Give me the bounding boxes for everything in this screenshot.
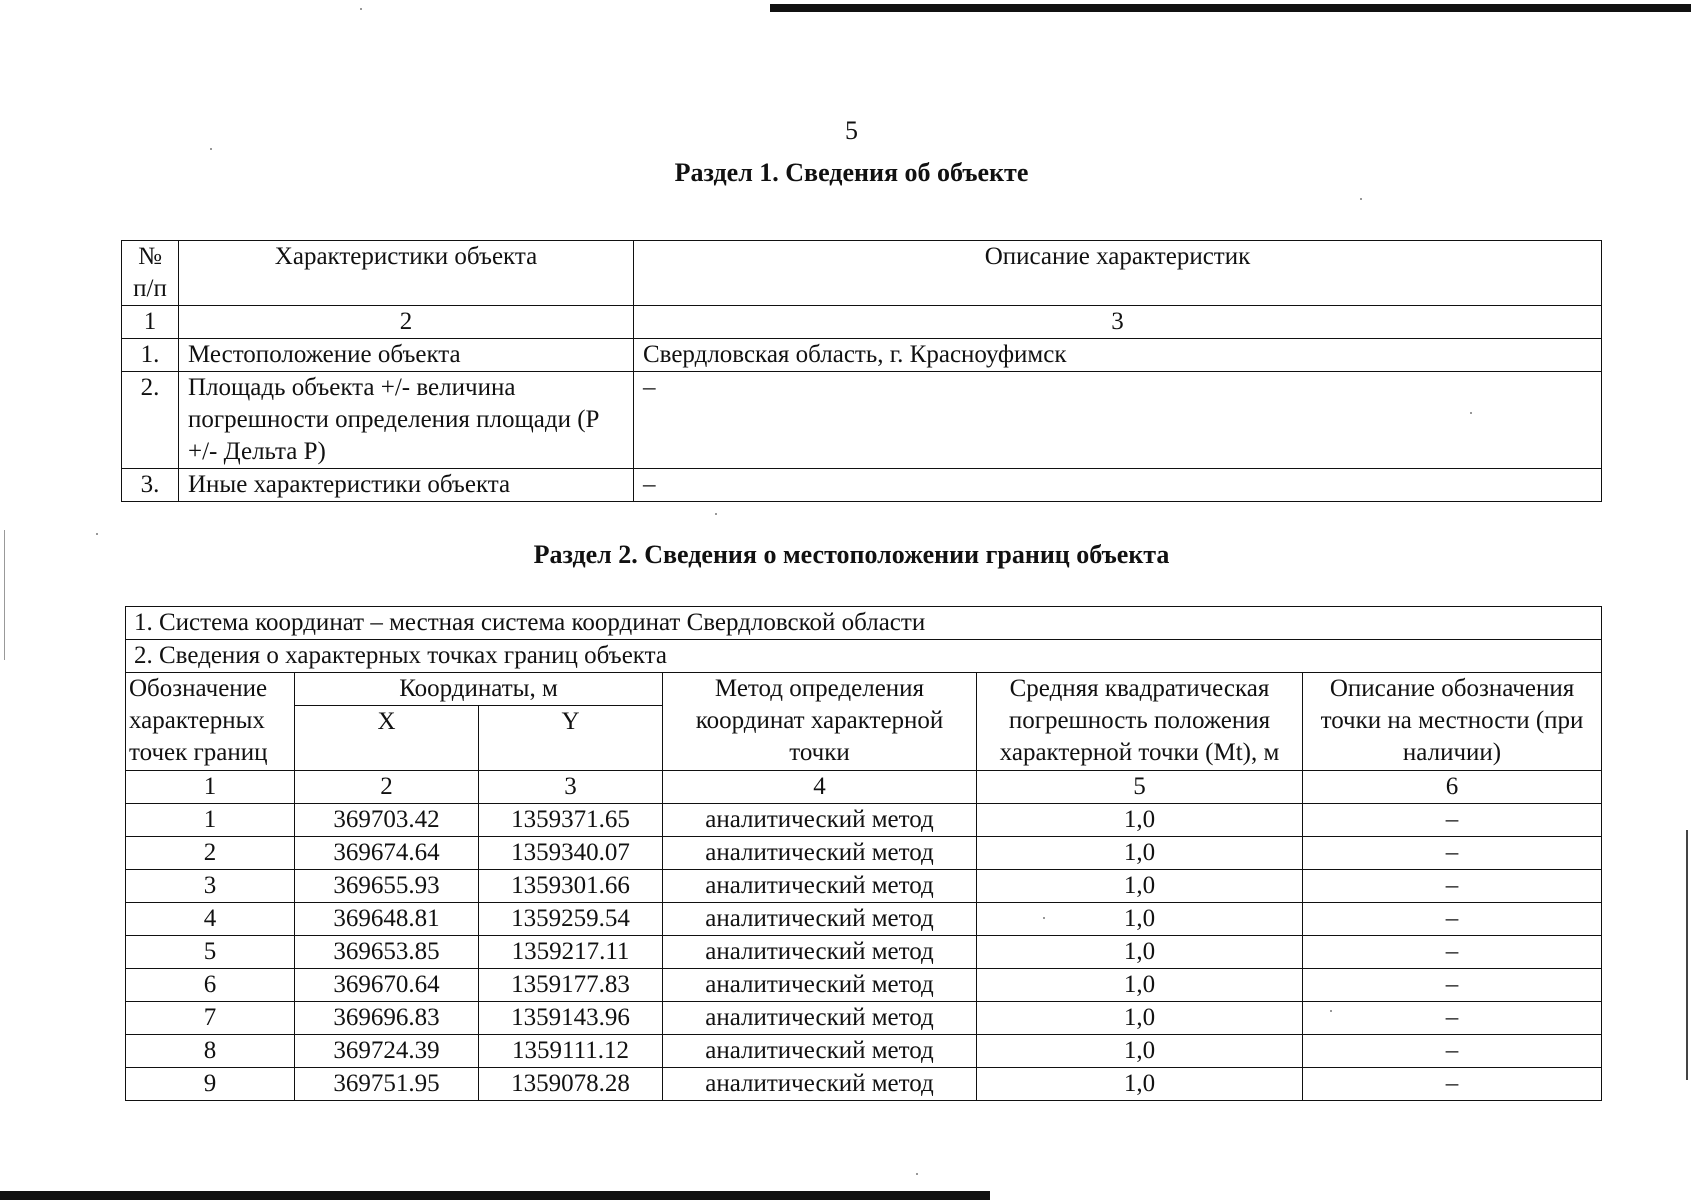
table-row bbox=[126, 903, 1602, 936]
coord-y: 1359143.96 bbox=[479, 1002, 663, 1035]
error-value: 1,0 bbox=[977, 837, 1303, 870]
coord-y: 1359340.07 bbox=[479, 837, 663, 870]
point-number: 3 bbox=[126, 870, 295, 903]
table-header-row bbox=[126, 673, 1602, 706]
point-number: 6 bbox=[126, 969, 295, 1002]
coord-y: 1359177.83 bbox=[479, 969, 663, 1002]
table-row bbox=[126, 870, 1602, 903]
header-error: Средняя квадратическая погрешность положения характерной точки (Mt), м bbox=[977, 673, 1303, 771]
column-number: 5 bbox=[977, 771, 1303, 804]
coord-y: 1359371.65 bbox=[479, 804, 663, 837]
table-row bbox=[126, 1035, 1602, 1068]
header-characteristic: Характеристики объекта bbox=[179, 241, 634, 306]
column-number: 2 bbox=[179, 306, 634, 339]
coord-system-row bbox=[126, 607, 1602, 640]
scan-speck bbox=[210, 148, 212, 150]
error-value: 1,0 bbox=[977, 969, 1303, 1002]
boundary-points-table bbox=[125, 606, 1602, 1101]
table-row bbox=[126, 837, 1602, 870]
coord-x: 369703.42 bbox=[295, 804, 479, 837]
column-number-row bbox=[122, 306, 1602, 339]
method: аналитический метод bbox=[663, 1068, 977, 1101]
row-description: – bbox=[634, 469, 1602, 502]
row-num: 2. bbox=[122, 372, 179, 469]
header-x: X bbox=[295, 706, 479, 771]
scan-speck bbox=[916, 1173, 918, 1175]
row-num: 1. bbox=[122, 339, 179, 372]
method: аналитический метод bbox=[663, 969, 977, 1002]
coord-x: 369724.39 bbox=[295, 1035, 479, 1068]
error-value: 1,0 bbox=[977, 1068, 1303, 1101]
object-info-table bbox=[121, 240, 1602, 502]
error-value: 1,0 bbox=[977, 936, 1303, 969]
points-body bbox=[126, 804, 1602, 1101]
coord-y: 1359111.12 bbox=[479, 1035, 663, 1068]
point-description: – bbox=[1303, 837, 1602, 870]
row-description: – bbox=[634, 372, 1602, 469]
error-value: 1,0 bbox=[977, 1035, 1303, 1068]
point-number: 7 bbox=[126, 1002, 295, 1035]
page-number: 5 bbox=[845, 116, 858, 145]
column-number: 3 bbox=[479, 771, 663, 804]
section1-title: Раздел 1. Сведения об объекте bbox=[674, 158, 1029, 187]
method: аналитический метод bbox=[663, 870, 977, 903]
column-number: 2 bbox=[295, 771, 479, 804]
table-row bbox=[122, 469, 1602, 502]
coord-y: 1359217.11 bbox=[479, 936, 663, 969]
point-description: – bbox=[1303, 936, 1602, 969]
coord-system-text: 1. Система координат – местная система координат Свердловской области bbox=[126, 607, 1602, 640]
points-heading-row bbox=[126, 640, 1602, 673]
column-number: 6 bbox=[1303, 771, 1602, 804]
scan-border-top bbox=[770, 4, 1691, 12]
column-number: 3 bbox=[634, 306, 1602, 339]
scan-speck bbox=[1360, 198, 1362, 200]
header-method: Метод определения координат характерной точки bbox=[663, 673, 977, 771]
row-characteristic: Местоположение объекта bbox=[179, 339, 634, 372]
point-description: – bbox=[1303, 969, 1602, 1002]
coord-y: 1359301.66 bbox=[479, 870, 663, 903]
coord-y: 1359259.54 bbox=[479, 903, 663, 936]
point-number: 4 bbox=[126, 903, 295, 936]
point-description: – bbox=[1303, 903, 1602, 936]
scan-speck bbox=[715, 513, 717, 515]
coord-x: 369655.93 bbox=[295, 870, 479, 903]
table-row bbox=[122, 372, 1602, 469]
coord-y: 1359078.28 bbox=[479, 1068, 663, 1101]
table-row bbox=[122, 339, 1602, 372]
column-number-row bbox=[126, 771, 1602, 804]
error-value: 1,0 bbox=[977, 870, 1303, 903]
point-description: – bbox=[1303, 1002, 1602, 1035]
row-characteristic: Площадь объекта +/- величина погрешности определения площади (Р +/- Дельта Р) bbox=[179, 372, 634, 469]
header-coordinates: Координаты, м bbox=[295, 673, 663, 706]
coord-x: 369653.85 bbox=[295, 936, 479, 969]
section2-title: Раздел 2. Сведения о местоположении границ объекта bbox=[533, 540, 1170, 569]
method: аналитический метод bbox=[663, 936, 977, 969]
column-number: 1 bbox=[122, 306, 179, 339]
table-row bbox=[126, 969, 1602, 1002]
column-number: 4 bbox=[663, 771, 977, 804]
error-value: 1,0 bbox=[977, 903, 1303, 936]
table-row bbox=[126, 804, 1602, 837]
header-description: Описание обозначения точки на местности (при наличии) bbox=[1303, 673, 1602, 771]
header-description: Описание характеристик bbox=[634, 241, 1602, 306]
table-row bbox=[126, 1068, 1602, 1101]
header-designation: Обозначение характерных точек границ bbox=[126, 673, 295, 771]
method: аналитический метод bbox=[663, 903, 977, 936]
point-description: – bbox=[1303, 870, 1602, 903]
method: аналитический метод bbox=[663, 1035, 977, 1068]
point-number: 8 bbox=[126, 1035, 295, 1068]
column-number: 1 bbox=[126, 771, 295, 804]
coord-x: 369696.83 bbox=[295, 1002, 479, 1035]
error-value: 1,0 bbox=[977, 804, 1303, 837]
method: аналитический метод bbox=[663, 837, 977, 870]
scan-edge-right bbox=[1686, 830, 1688, 1080]
row-num: 3. bbox=[122, 469, 179, 502]
row-characteristic: Иные характеристики объекта bbox=[179, 469, 634, 502]
point-number: 5 bbox=[126, 936, 295, 969]
coord-x: 369751.95 bbox=[295, 1068, 479, 1101]
scan-speck bbox=[96, 533, 98, 535]
coord-x: 369670.64 bbox=[295, 969, 479, 1002]
scan-border-bottom bbox=[0, 1191, 990, 1200]
table-row bbox=[126, 1002, 1602, 1035]
point-number: 1 bbox=[126, 804, 295, 837]
method: аналитический метод bbox=[663, 1002, 977, 1035]
method: аналитический метод bbox=[663, 804, 977, 837]
coord-x: 369674.64 bbox=[295, 837, 479, 870]
point-description: – bbox=[1303, 804, 1602, 837]
header-y: Y bbox=[479, 706, 663, 771]
header-num: № п/п bbox=[122, 241, 179, 306]
table-row bbox=[126, 936, 1602, 969]
point-number: 2 bbox=[126, 837, 295, 870]
point-number: 9 bbox=[126, 1068, 295, 1101]
scan-speck bbox=[360, 8, 362, 10]
row-description: Свердловская область, г. Красноуфимск bbox=[634, 339, 1602, 372]
points-heading-text: 2. Сведения о характерных точках границ объекта bbox=[126, 640, 1602, 673]
error-value: 1,0 bbox=[977, 1002, 1303, 1035]
point-description: – bbox=[1303, 1035, 1602, 1068]
table-header-row bbox=[122, 241, 1602, 306]
point-description: – bbox=[1303, 1068, 1602, 1101]
coord-x: 369648.81 bbox=[295, 903, 479, 936]
